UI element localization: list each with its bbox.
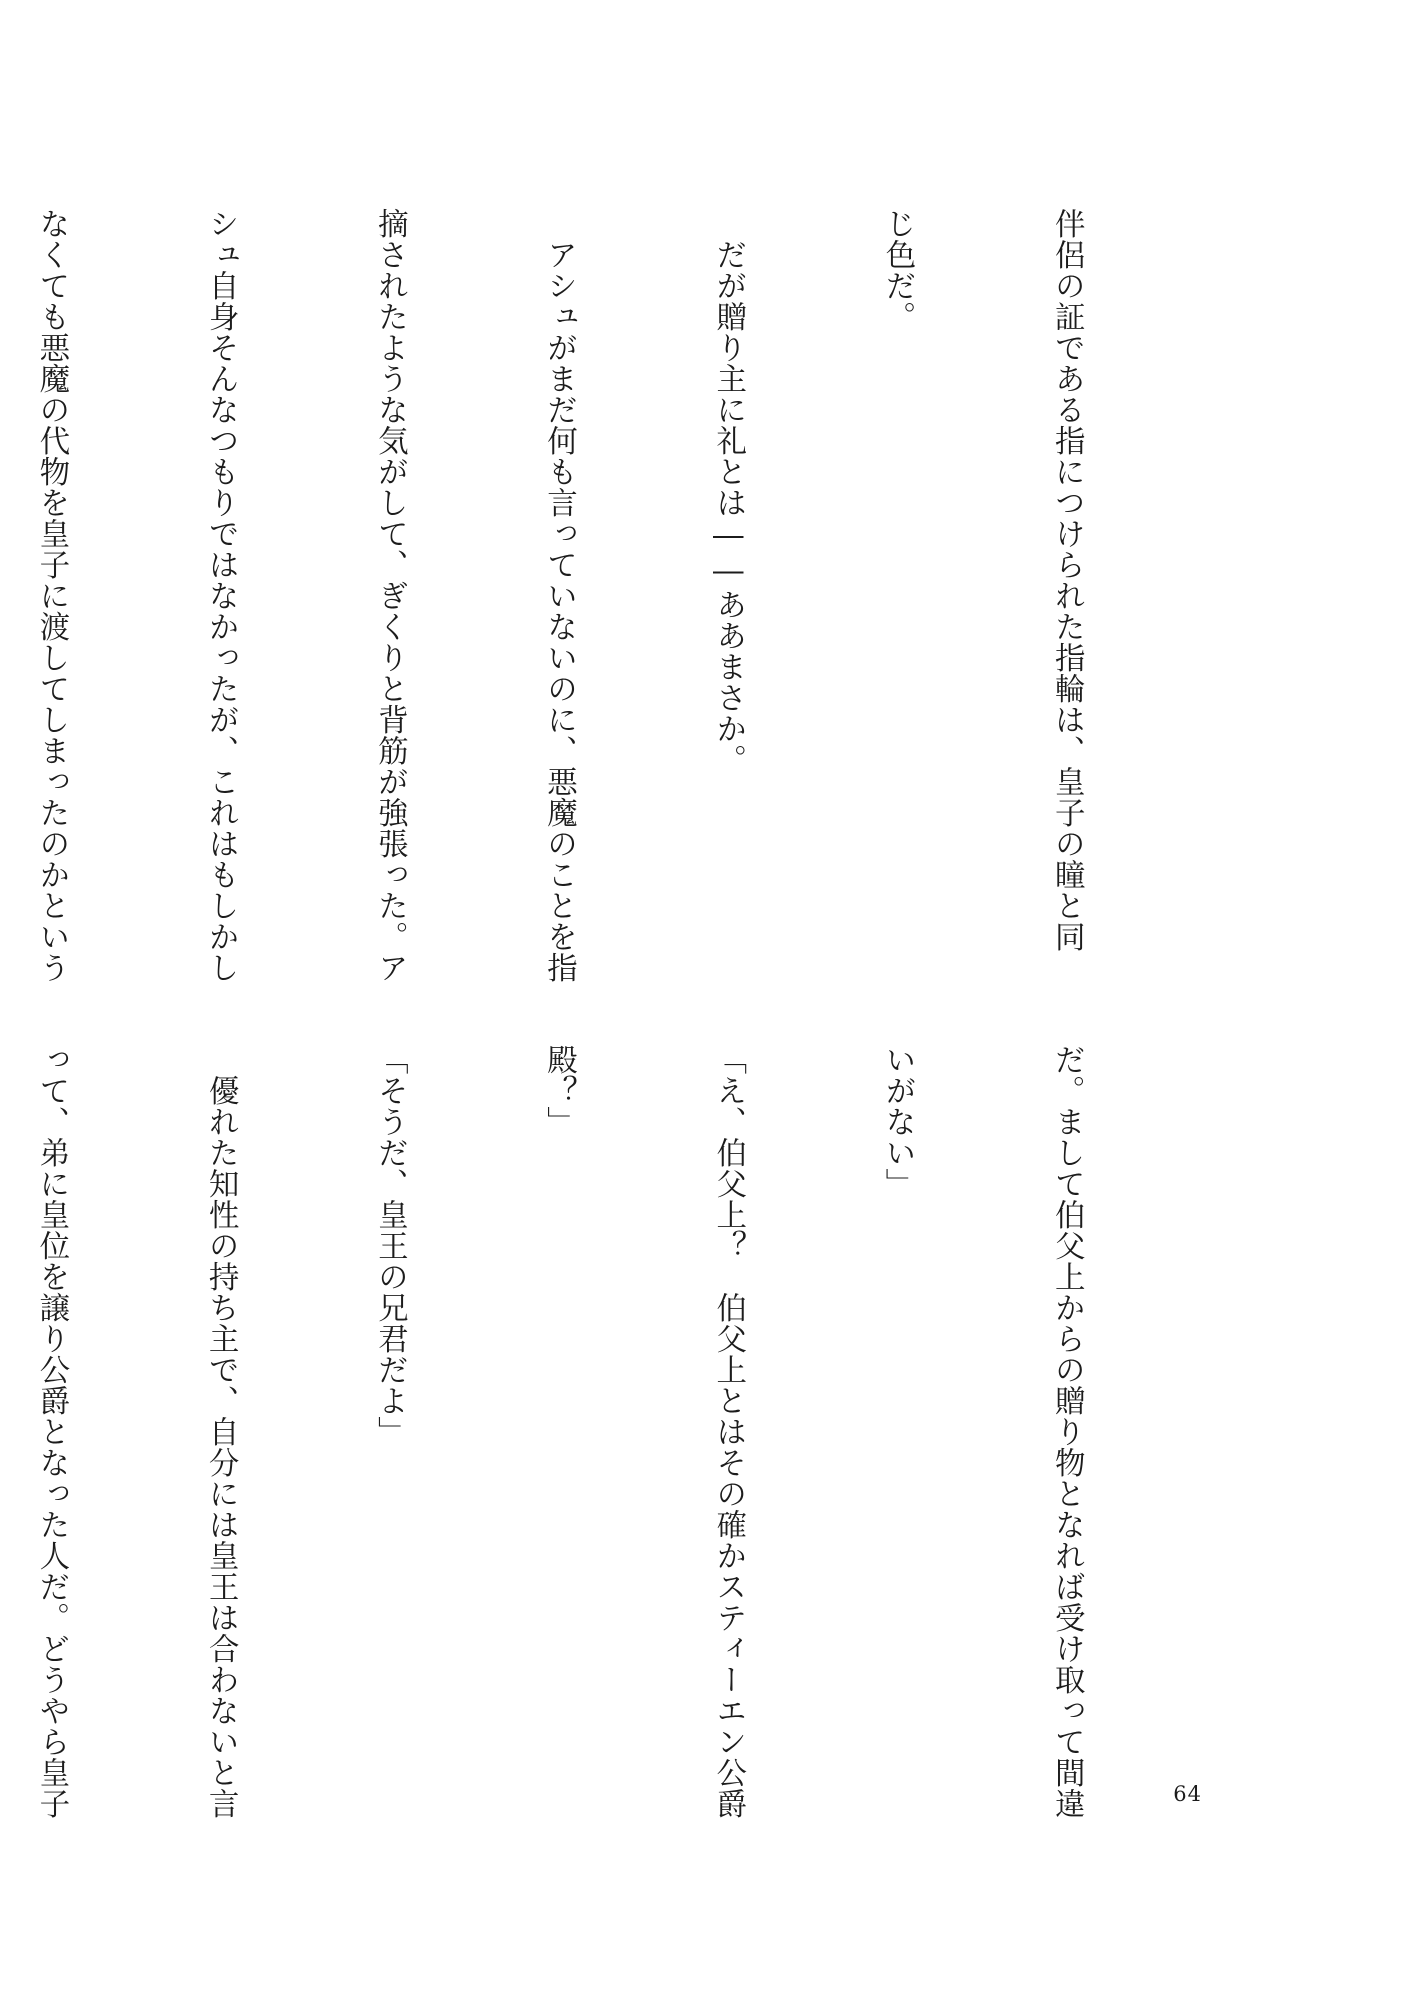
text-line: 優れた知性の持ち主で、自分には皇王は合わないと言 [203, 1044, 239, 1819]
text-line: 摘されたような気がして、ぎくりと背筋が強張った。ア [372, 208, 408, 983]
text-line: なくても悪魔の代物を皇子に渡してしまったのかという [33, 208, 69, 983]
text-line: アシュがまだ何も言っていないのに、悪魔のことを指 [541, 208, 577, 983]
text-line: じ色だ。 [879, 208, 915, 332]
text-line: 「え、伯父上？ 伯父上とはその確かスティーエン公爵 [710, 1044, 746, 1819]
text-line: 殿？」 [541, 1044, 577, 1137]
text-line: って、弟に皇位を譲り公爵となった人だ。どうやら皇子 [33, 1044, 69, 1819]
page-number: 64 [1173, 1782, 1202, 1806]
text-line: 「そうだ、皇王の兄君だよ」 [372, 1044, 408, 1447]
text-line: シュ自身そんなつもりではなかったが、これはもしかし [203, 208, 239, 983]
text-line: だ。まして伯父上からの贈り物となれば受け取って間違 [1049, 1044, 1085, 1819]
text-line: いがない」 [879, 1044, 915, 1199]
text-line: 伴侶の証である指につけられた指輪は、皇子の瞳と同 [1049, 208, 1085, 952]
text-line: だが贈り主に礼とは――ああまさか。 [710, 208, 746, 775]
text-block-upper [33, 208, 1207, 983]
